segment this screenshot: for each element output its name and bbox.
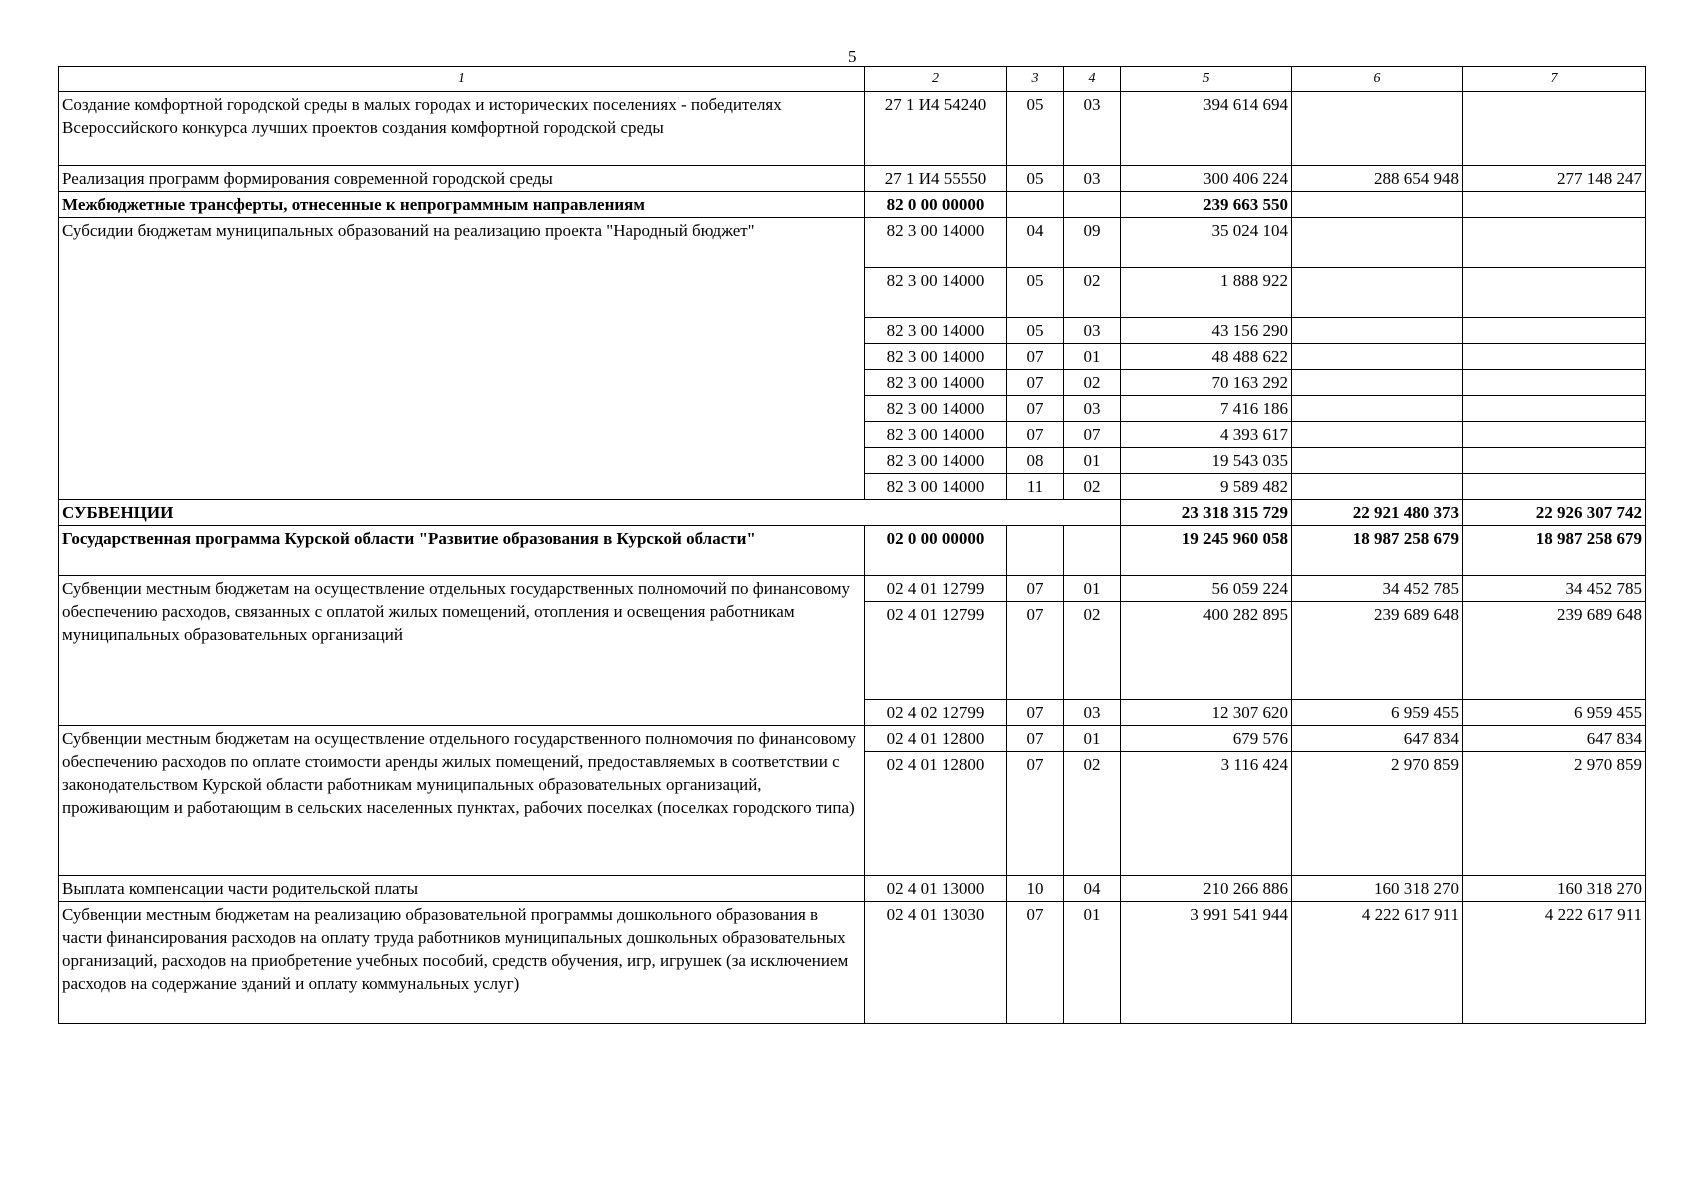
column-header: 1 <box>59 67 865 92</box>
table-row <box>59 576 1646 602</box>
subsection-code: 03 <box>1064 396 1121 422</box>
amount-col7 <box>1463 396 1646 422</box>
subsection-code: 01 <box>1064 726 1121 752</box>
column-header: 7 <box>1463 67 1646 92</box>
amount-col6 <box>1292 192 1463 218</box>
amount-col6 <box>1292 422 1463 448</box>
column-header: 6 <box>1292 67 1463 92</box>
subsection-code: 02 <box>1064 752 1121 876</box>
section-code: 07 <box>1007 422 1064 448</box>
amount-col6: 22 921 480 373 <box>1292 500 1463 526</box>
target-code: 82 3 00 14000 <box>865 268 1007 318</box>
amount-col7: 22 926 307 742 <box>1463 500 1646 526</box>
target-code: 82 3 00 14000 <box>865 370 1007 396</box>
amount-col5: 43 156 290 <box>1121 318 1292 344</box>
table-header-row <box>59 67 1646 92</box>
amount-col7 <box>1463 318 1646 344</box>
table-row-program <box>59 526 1646 576</box>
amount-col6: 6 959 455 <box>1292 700 1463 726</box>
amount-col7 <box>1463 192 1646 218</box>
amount-col6 <box>1292 344 1463 370</box>
column-header: 3 <box>1007 67 1064 92</box>
section-code: 05 <box>1007 166 1064 192</box>
amount-col5: 4 393 617 <box>1121 422 1292 448</box>
target-code: 02 4 01 12800 <box>865 752 1007 876</box>
amount-col7 <box>1463 422 1646 448</box>
subsection-code: 03 <box>1064 92 1121 166</box>
subsection-code <box>1064 192 1121 218</box>
budget-table <box>58 66 1646 1024</box>
target-code: 02 4 01 12799 <box>865 576 1007 602</box>
subsection-code: 01 <box>1064 902 1121 1024</box>
amount-col5: 210 266 886 <box>1121 876 1292 902</box>
amount-col7: 18 987 258 679 <box>1463 526 1646 576</box>
table-row <box>59 92 1646 166</box>
section-code: 11 <box>1007 474 1064 500</box>
amount-col6 <box>1292 218 1463 268</box>
section-code: 07 <box>1007 726 1064 752</box>
amount-col5: 3 991 541 944 <box>1121 902 1292 1024</box>
table-row-total <box>59 500 1646 526</box>
target-code: 82 0 00 00000 <box>865 192 1007 218</box>
section-code <box>1007 526 1064 576</box>
amount-col7 <box>1463 218 1646 268</box>
row-name: Реализация программ формирования современной городской среды <box>59 166 865 192</box>
section-code: 07 <box>1007 370 1064 396</box>
amount-col6 <box>1292 396 1463 422</box>
target-code: 82 3 00 14000 <box>865 474 1007 500</box>
target-code: 82 3 00 14000 <box>865 318 1007 344</box>
target-code: 82 3 00 14000 <box>865 396 1007 422</box>
subsection-code: 04 <box>1064 876 1121 902</box>
row-name: СУБВЕНЦИИ <box>59 500 1121 526</box>
subsection-code: 02 <box>1064 474 1121 500</box>
amount-col6: 34 452 785 <box>1292 576 1463 602</box>
amount-col7: 647 834 <box>1463 726 1646 752</box>
amount-col5: 23 318 315 729 <box>1121 500 1292 526</box>
amount-col6: 4 222 617 911 <box>1292 902 1463 1024</box>
section-code: 05 <box>1007 318 1064 344</box>
table-row <box>59 166 1646 192</box>
amount-col7: 6 959 455 <box>1463 700 1646 726</box>
subsection-code: 02 <box>1064 370 1121 396</box>
section-code: 05 <box>1007 92 1064 166</box>
amount-col7: 160 318 270 <box>1463 876 1646 902</box>
subsection-code: 02 <box>1064 602 1121 700</box>
amount-col6 <box>1292 474 1463 500</box>
subsection-code: 01 <box>1064 344 1121 370</box>
amount-col6 <box>1292 370 1463 396</box>
amount-col5: 70 163 292 <box>1121 370 1292 396</box>
column-header: 2 <box>865 67 1007 92</box>
subsection-code: 03 <box>1064 318 1121 344</box>
table-row <box>59 902 1646 1024</box>
amount-col7 <box>1463 268 1646 318</box>
amount-col6 <box>1292 448 1463 474</box>
amount-col5: 394 614 694 <box>1121 92 1292 166</box>
subsection-code: 03 <box>1064 700 1121 726</box>
amount-col7: 277 148 247 <box>1463 166 1646 192</box>
amount-col7 <box>1463 448 1646 474</box>
amount-col6 <box>1292 268 1463 318</box>
target-code: 02 0 00 00000 <box>865 526 1007 576</box>
page-number: 5 <box>848 47 857 66</box>
amount-col7 <box>1463 370 1646 396</box>
row-name: Субвенции местным бюджетам на реализацию образовательной программы дошкольного образования в части финансирования расходов на оплату труда работников муниципальных дошкольных образовательных организаций, расходов на приобретение учебных пособий, средств обучения, игр, игрушек (за исключением расходов на содержание зданий и оплату коммунальных услуг) <box>59 902 865 1024</box>
target-code: 82 3 00 14000 <box>865 218 1007 268</box>
row-name: Выплата компенсации части родительской платы <box>59 876 865 902</box>
amount-col6: 2 970 859 <box>1292 752 1463 876</box>
subsection-code <box>1064 526 1121 576</box>
subsection-code: 09 <box>1064 218 1121 268</box>
amount-col5: 9 589 482 <box>1121 474 1292 500</box>
amount-col5: 19 245 960 058 <box>1121 526 1292 576</box>
amount-col6 <box>1292 92 1463 166</box>
amount-col5: 7 416 186 <box>1121 396 1292 422</box>
amount-col5: 56 059 224 <box>1121 576 1292 602</box>
amount-col5: 300 406 224 <box>1121 166 1292 192</box>
subsection-code: 03 <box>1064 166 1121 192</box>
amount-col5: 679 576 <box>1121 726 1292 752</box>
target-code: 82 3 00 14000 <box>865 422 1007 448</box>
target-code: 27 1 И4 55550 <box>865 166 1007 192</box>
section-code: 07 <box>1007 752 1064 876</box>
row-name: Субсидии бюджетам муниципальных образований на реализацию проекта "Народный бюджет" <box>59 218 865 500</box>
amount-col6: 18 987 258 679 <box>1292 526 1463 576</box>
amount-col5: 48 488 622 <box>1121 344 1292 370</box>
target-code: 02 4 02 12799 <box>865 700 1007 726</box>
target-code: 02 4 01 12799 <box>865 602 1007 700</box>
row-name: Субвенции местным бюджетам на осуществление отдельного государственного полномочия по финансовому обеспечению расходов по оплате стоимости аренды жилых помещений, предоставляемых в соответствии с законодательством Курской области работникам муниципальных образовательных организаций, проживающим и работающим в сельских населенных пунктах, рабочих поселках (поселках городского типа) <box>59 726 865 876</box>
subsection-code: 02 <box>1064 268 1121 318</box>
section-code: 04 <box>1007 218 1064 268</box>
subsection-code: 07 <box>1064 422 1121 448</box>
table-row <box>59 876 1646 902</box>
subsection-code: 01 <box>1064 448 1121 474</box>
amount-col7: 34 452 785 <box>1463 576 1646 602</box>
target-code: 82 3 00 14000 <box>865 344 1007 370</box>
amount-col7 <box>1463 92 1646 166</box>
table-row <box>59 726 1646 752</box>
section-code: 08 <box>1007 448 1064 474</box>
amount-col7: 239 689 648 <box>1463 602 1646 700</box>
amount-col6 <box>1292 318 1463 344</box>
row-name: Субвенции местным бюджетам на осуществление отдельных государственных полномочий по финансовому обеспечению расходов, связанных с оплатой жилых помещений, отопления и освещения работникам муниципальных образовательных организаций <box>59 576 865 726</box>
amount-col7 <box>1463 474 1646 500</box>
section-code: 05 <box>1007 268 1064 318</box>
table-row-subtotal <box>59 192 1646 218</box>
section-code <box>1007 192 1064 218</box>
subsection-code: 01 <box>1064 576 1121 602</box>
amount-col7: 2 970 859 <box>1463 752 1646 876</box>
column-header: 5 <box>1121 67 1292 92</box>
section-code: 07 <box>1007 576 1064 602</box>
target-code: 02 4 01 12800 <box>865 726 1007 752</box>
row-name: Создание комфортной городской среды в малых городах и исторических поселениях - победителях Всероссийского конкурса лучших проектов создания комфортной городской среды <box>59 92 865 166</box>
amount-col6: 288 654 948 <box>1292 166 1463 192</box>
row-name: Межбюджетные трансферты, отнесенные к непрограммным направлениям <box>59 192 865 218</box>
section-code: 07 <box>1007 700 1064 726</box>
amount-col5: 1 888 922 <box>1121 268 1292 318</box>
amount-col5: 19 543 035 <box>1121 448 1292 474</box>
target-code: 27 1 И4 54240 <box>865 92 1007 166</box>
amount-col5: 239 663 550 <box>1121 192 1292 218</box>
section-code: 07 <box>1007 602 1064 700</box>
section-code: 10 <box>1007 876 1064 902</box>
section-code: 07 <box>1007 344 1064 370</box>
amount-col6: 647 834 <box>1292 726 1463 752</box>
table-row <box>59 218 1646 268</box>
amount-col7: 4 222 617 911 <box>1463 902 1646 1024</box>
target-code: 02 4 01 13030 <box>865 902 1007 1024</box>
amount-col5: 12 307 620 <box>1121 700 1292 726</box>
row-name: Государственная программа Курской области "Развитие образования в Курской области" <box>59 526 865 576</box>
amount-col5: 3 116 424 <box>1121 752 1292 876</box>
amount-col5: 35 024 104 <box>1121 218 1292 268</box>
section-code: 07 <box>1007 902 1064 1024</box>
amount-col5: 400 282 895 <box>1121 602 1292 700</box>
amount-col6: 160 318 270 <box>1292 876 1463 902</box>
amount-col7 <box>1463 344 1646 370</box>
target-code: 02 4 01 13000 <box>865 876 1007 902</box>
target-code: 82 3 00 14000 <box>865 448 1007 474</box>
section-code: 07 <box>1007 396 1064 422</box>
column-header: 4 <box>1064 67 1121 92</box>
amount-col6: 239 689 648 <box>1292 602 1463 700</box>
